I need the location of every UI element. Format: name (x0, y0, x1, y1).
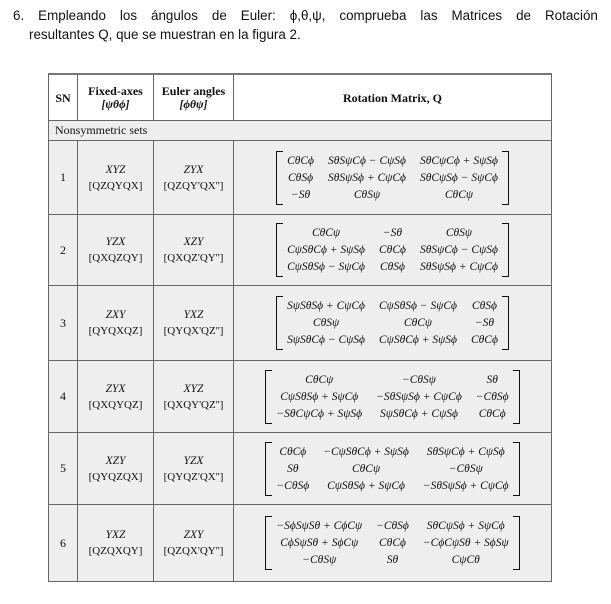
matrix-entry: SψSθCϕ − CψSϕ (287, 334, 366, 346)
matrix-entry: SθCψSϕ − SψCϕ (419, 171, 498, 184)
fixed-axes-cell (78, 361, 154, 432)
right-bracket (513, 516, 520, 570)
matrix-entry: CθCϕ (287, 154, 315, 167)
matrix-entry: SψSθCϕ + CψSϕ (379, 407, 458, 420)
matrix-entry: SθSψCϕ + CψSϕ (426, 445, 505, 458)
matrix-entry: CψSθSϕ + SψCϕ (327, 479, 406, 492)
fixed-axes-cell (78, 505, 154, 581)
fixed-axes-sequence: [QYQXQZ] (88, 325, 143, 337)
rotation-matrix (265, 442, 519, 496)
matrix-entry: −Sθ (474, 317, 495, 329)
table-row (49, 215, 551, 286)
matrix-entry: CψSθSϕ − SψCϕ (379, 300, 457, 312)
rotation-matrix-cell (234, 433, 551, 504)
right-bracket (502, 223, 509, 277)
header-fixed-axes: Fixed-axes [ψθϕ] (78, 75, 154, 120)
fixed-axes-label: YXZ (105, 529, 126, 541)
fixed-axes-cell (78, 286, 154, 360)
row-sn: 4 (49, 361, 78, 432)
table-row (49, 286, 551, 361)
matrix-entry: CθSϕ (379, 261, 405, 273)
matrix-entry: CψSθCϕ + SψSϕ (379, 334, 457, 346)
matrix-entry: −SθSψSϕ + CψCϕ (376, 390, 462, 403)
table-row (49, 505, 551, 581)
matrix-entry: −CθSψ (302, 554, 337, 566)
euler-angles-label: ZYX (183, 163, 204, 176)
matrix-entry: −CθSϕ (276, 479, 310, 492)
table-header (49, 75, 551, 121)
matrix-grid (283, 151, 502, 205)
matrix-entry: SθSψSϕ + CψCϕ (328, 171, 406, 184)
matrix-entry: CθSψ (312, 317, 340, 329)
left-bracket (276, 296, 283, 350)
euler-angles-sequence: [QYQZ'QX''] (163, 470, 224, 483)
right-bracket (513, 442, 520, 496)
row-sn: 6 (49, 505, 78, 581)
matrix-entry: −SθCψCϕ + SψSϕ (276, 407, 363, 420)
matrix-entry: Sθ (386, 554, 399, 566)
matrix-entry: SθSψSϕ + CψCϕ (419, 261, 498, 273)
rotation-matrix (276, 296, 509, 350)
row-sn: 5 (49, 433, 78, 504)
matrix-grid (272, 516, 512, 570)
euler-angles-cell (154, 286, 234, 360)
euler-angles-cell (154, 505, 234, 581)
matrix-grid (272, 442, 512, 496)
table-row (49, 433, 551, 505)
matrix-entry: CθSψ (353, 188, 381, 201)
row-sn: 3 (49, 286, 78, 360)
right-bracket (502, 151, 509, 205)
euler-angles-cell (154, 215, 234, 285)
matrix-entry: CθSψ (445, 227, 473, 239)
left-bracket (265, 516, 272, 570)
section-label: Nonsymmetric sets (49, 121, 551, 141)
fixed-axes-label: YZX (105, 236, 126, 248)
matrix-entry: −CψSθCϕ + SψSϕ (323, 445, 409, 458)
matrix-entry: CθCϕ (279, 445, 307, 458)
fixed-axes-cell (78, 215, 154, 285)
question-line-2: resultantes Q, que se muestran en la figura 2. (29, 27, 301, 42)
rotation-matrix-cell (234, 215, 551, 285)
matrix-entry: CθCψ (305, 373, 334, 386)
rotation-matrix (276, 223, 509, 277)
matrix-grid (272, 370, 512, 424)
fixed-axes-label: XYZ (105, 163, 126, 176)
euler-angles-sequence: [QZQY'QX''] (163, 179, 224, 192)
question-text (13, 6, 598, 44)
euler-angles-label: XYZ (183, 382, 204, 395)
matrix-entry: CθCϕ (379, 537, 406, 549)
euler-angles-label: YZX (183, 454, 204, 467)
rotation-matrix-table (48, 73, 552, 582)
euler-angles-sequence: [QYQX'QZ''] (163, 325, 224, 337)
euler-angles-label: YXZ (183, 309, 204, 321)
matrix-entry: −Sθ (382, 227, 403, 239)
header-euler-angles: Euler angles [ϕθψ] (154, 75, 234, 120)
matrix-entry: CψSθSϕ + SψCϕ (280, 390, 359, 403)
euler-angles-sequence: [QXQY'QZ''] (163, 398, 224, 411)
right-bracket (513, 370, 520, 424)
fixed-axes-cell (78, 141, 154, 214)
left-bracket (265, 370, 272, 424)
fixed-axes-cell (78, 433, 154, 504)
rotation-matrix-cell (234, 286, 551, 360)
matrix-entry: CθCψ (444, 188, 474, 201)
fixed-axes-label: ZYX (105, 382, 126, 395)
matrix-grid (283, 223, 502, 277)
euler-angles-label: ZXY (183, 529, 204, 541)
rotation-matrix-cell (234, 141, 551, 214)
euler-angles-label: XZY (183, 236, 204, 248)
rotation-matrix-cell (234, 361, 551, 432)
rotation-matrix (276, 151, 509, 205)
matrix-entry: −CθSψ (448, 462, 483, 475)
question-line-1: 6. Empleando los ángulos de Euler: ϕ,θ,ψ, comprueba las Matrices de Rotación (13, 8, 598, 23)
matrix-grid (283, 296, 502, 350)
matrix-entry: CψSθSϕ − SψCϕ (287, 261, 366, 273)
left-bracket (276, 223, 283, 277)
matrix-entry: −CθSϕ (475, 390, 509, 403)
matrix-entry: −SθSψSϕ + CψCϕ (422, 479, 509, 492)
matrix-entry: CψSθCϕ + SψSϕ (287, 244, 366, 256)
fixed-axes-sequence: [QXQZQY] (88, 252, 143, 264)
table-body (49, 141, 551, 581)
left-bracket (265, 442, 272, 496)
left-bracket (276, 151, 283, 205)
matrix-entry: CψCθ (451, 554, 480, 566)
matrix-entry: CθCϕ (478, 407, 506, 420)
matrix-entry: −Sθ (290, 188, 311, 201)
fixed-axes-label: XZY (105, 454, 126, 467)
matrix-entry: CθSϕ (288, 171, 314, 184)
matrix-entry: CθCϕ (379, 244, 406, 256)
table-row (49, 361, 551, 433)
table-row (49, 141, 551, 215)
euler-angles-sequence: [QZQX'QY''] (163, 545, 224, 557)
matrix-entry: SθSψCϕ − CψSϕ (328, 154, 406, 167)
row-sn: 2 (49, 215, 78, 285)
euler-angles-cell (154, 361, 234, 432)
rotation-matrix-cell (234, 505, 551, 581)
matrix-entry: CθCψ (351, 462, 381, 475)
fixed-axes-sequence: [QZQYQX] (88, 179, 143, 192)
question-number: 6. (13, 8, 25, 23)
matrix-entry: −SϕSψSθ + CϕCψ (276, 520, 363, 532)
fixed-axes-label: ZXY (105, 309, 126, 321)
fixed-axes-sequence: [QZQXQY] (88, 545, 143, 557)
matrix-entry: SθCψSϕ + SψCϕ (426, 520, 505, 532)
matrix-entry: −CθSψ (401, 373, 436, 386)
matrix-entry: CϕSψSθ + SϕCψ (280, 537, 359, 549)
right-bracket (502, 296, 509, 350)
header-sn: SN (49, 75, 78, 120)
rotation-matrix (265, 516, 519, 570)
rotation-matrix (265, 370, 519, 424)
euler-angles-sequence: [QXQZ'QY''] (163, 252, 224, 264)
fixed-axes-sequence: [QYQZQX] (88, 470, 143, 483)
header-rotation-matrix: Rotation Matrix, Q (343, 90, 442, 105)
row-sn: 1 (49, 141, 78, 214)
matrix-entry: Sθ (486, 373, 498, 386)
matrix-entry: SψSθSϕ + CψCϕ (287, 300, 366, 312)
matrix-entry: Sθ (287, 462, 299, 475)
matrix-entry: SθCψCϕ + SψSϕ (419, 154, 498, 167)
euler-angles-cell (154, 141, 234, 214)
matrix-entry: −CθSϕ (376, 520, 409, 532)
matrix-entry: −CϕCψSθ + SϕSψ (422, 537, 509, 549)
fixed-axes-sequence: [QXQYQZ] (88, 398, 143, 411)
matrix-entry: SθSψCϕ − CψSϕ (419, 244, 498, 256)
matrix-entry: CθCψ (311, 227, 341, 239)
euler-angles-cell (154, 433, 234, 504)
matrix-entry: CθSϕ (471, 300, 497, 312)
matrix-entry: CθCϕ (470, 334, 498, 346)
matrix-entry: CθCψ (403, 317, 433, 329)
